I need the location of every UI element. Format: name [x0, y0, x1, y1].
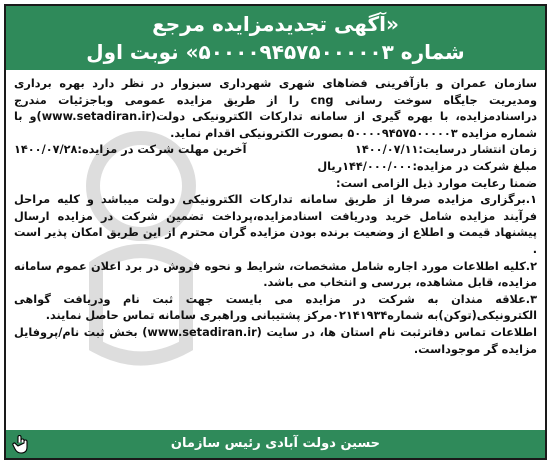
publish-date: زمان انتشار درسایت:۱۴۰۰/۰۷/۱۱ — [354, 143, 537, 157]
notice-title: «آگهی تجدیدمزایده مرجع — [152, 12, 399, 36]
condition-item-2: ۲.کلیه اطلاعات مورد اجاره شامل مشخصات، شرایط و نحوه فروش در برد اعلان عموم سامانه مزایده، قابل مشاهده، بررسی و انتخاب می باشد. — [14, 259, 537, 290]
dates-row — [14, 142, 537, 159]
conditions-header: ضمنا رعایت موارد ذیل الزامی است: — [336, 176, 537, 190]
deposit-amount: مبلغ شرکت در مزایده:۱۴۴/۰۰۰/۰۰۰ریال — [317, 159, 537, 173]
hand-cursor-icon — [12, 434, 30, 454]
notice-frame — [4, 4, 547, 460]
notice-reference-number: شماره ۵۰۰۰۰۹۴۵۷۵۰۰۰۰۰۳» نوبت اول — [86, 40, 465, 64]
condition-item-3: ۳.علاقه مندان به شرکت در مزایده می بایست جهت ثبت نام ودریافت گواهی الکترونیکی(توکن)به شماره۰۲۱۴۱۹۳۴مرکز پشتیبانی وراهبری سامانه تماس حاصل نمایند. — [14, 292, 537, 323]
signature-footer: حسین دولت آبادی رئیس سازمان — [6, 430, 545, 458]
notice-header — [6, 6, 545, 70]
notice-body — [14, 76, 537, 428]
deadline-date: آخرین مهلت شرکت در مزایده:۱۴۰۰/۰۷/۲۸ — [14, 143, 247, 157]
contact-info: اطلاعات تماس دفاترثبت نام استان ها، در سایت (www.setadiran.ir) بخش ثبت نام/پروفایل مزایده گر موجوداست. — [14, 325, 537, 356]
condition-item-1: ۱.برگزاری مزایده صرفا از طریق سامانه تدارکات الکترونیکی دولت میباشد و کلیه مراحل فرآیند مزایده شامل خرید ودریافت اسنادمزایده،پرداخت تضمین شرکت در مزایده ارسال پیشنهاد قیمت و اطلاع از وضعیت برنده بودن مزایده گران محترم از این طریق امکان پذیر است . — [14, 193, 537, 256]
intro-paragraph: سازمان عمران و بازآفرینی فضاهای شهری شهرداری سبزوار در نظر دارد بهره برداری ومدیریت جایگاه سوخت رسانی cng را از طریق مزایده عمومی وباجزئیات مندرج دراسنادمزایده، با بهره گیری از سامانه تدارکات الکترونیکی دولت(www.setadiran.ir)و با شماره مزایده ۵۰۰۰۰۹۴۵۷۵۰۰۰۰۰۳ بصورت الکترونیکی اقدام نماید. — [14, 77, 538, 140]
